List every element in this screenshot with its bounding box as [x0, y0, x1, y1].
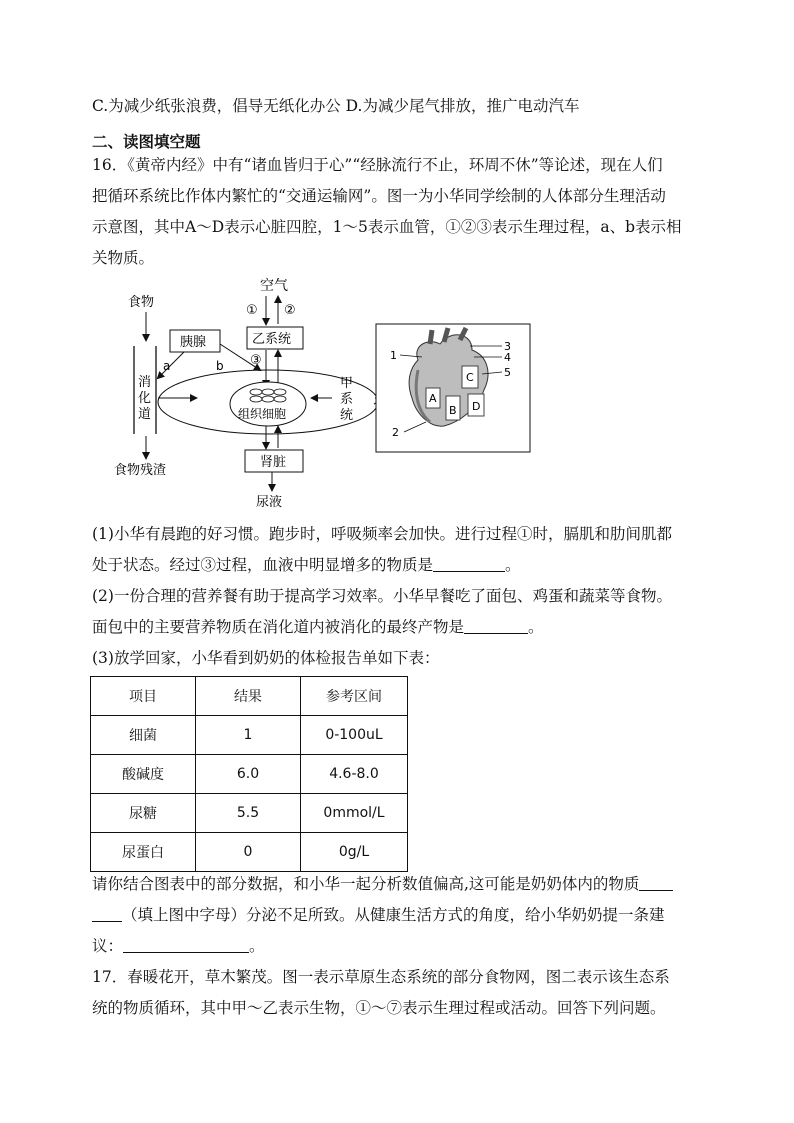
q16-text-3: 示意图，其中A～D表示心脏四腔，1～5表示血管，①②③表示生理过程，a、b表示相 — [92, 218, 682, 236]
label-system-a-1: 甲 — [340, 376, 354, 391]
table-cell: 0-100uL — [301, 716, 408, 755]
answer-blank-4[interactable] — [123, 938, 249, 953]
analysis-line-1 — [92, 874, 673, 894]
answer-blank-3a[interactable] — [639, 876, 673, 891]
q16-text-4: 关物质。 — [92, 249, 155, 267]
label-food: 食物 — [128, 295, 155, 310]
table-header-cell: 项目 — [91, 677, 196, 716]
q16-part1-line1: (1)小华有晨跑的好习惯。跑步时，呼吸频率会加快。进行过程①时，膈肌和肋间肌都 — [92, 525, 672, 543]
table-cell: 1 — [196, 716, 301, 755]
label-vessel-1: 1 — [390, 349, 397, 362]
part2-text: 面包中的主要营养物质在消化道内被消化的最终产物是 — [92, 618, 465, 636]
q17-text-1: 17．春暖花开，草木繁茂。图一表示草原生态系统的部分食物网，图二表示该生态系 — [92, 968, 670, 986]
q16-part1-line2 — [92, 555, 521, 575]
label-kidney: 肾脏 — [260, 455, 287, 470]
label-digestive-3: 道 — [138, 407, 152, 422]
health-report-table — [90, 676, 408, 872]
table-row — [91, 716, 408, 755]
table-cell: 尿糖 — [91, 794, 196, 833]
label-chamber-b: B — [449, 404, 457, 417]
table-row — [91, 833, 408, 872]
label-residue: 食物残渣 — [114, 463, 167, 478]
part1-text: 处于状态。经过③过程，血液中明显增多的物质是 — [92, 556, 434, 574]
answer-blank-2[interactable] — [464, 619, 528, 634]
table-cell: 6.0 — [196, 755, 301, 794]
analysis-text-1: 请你结合图表中的部分数据，和小华一起分析数值偏高,这可能是奶奶体内的物质 — [92, 875, 640, 893]
answer-blank-1[interactable] — [433, 557, 505, 572]
part2-end: 。 — [528, 618, 544, 636]
label-urine: 尿液 — [256, 495, 283, 510]
label-process-2: ② — [284, 303, 296, 318]
table-cell: 0mmol/L — [301, 794, 408, 833]
figure-one-diagram — [100, 270, 540, 510]
label-b: b — [216, 359, 224, 373]
part1-end: 。 — [505, 556, 521, 574]
q16-text-2: 把循环系统比作体内繁忙的“交通运输网”。图一为小华同学绘制的人体部分生理活动 — [92, 187, 666, 205]
q16-part3-line: (3)放学回家，小华看到奶奶的体检报告单如下表： — [92, 649, 440, 667]
label-digestive-2: 化 — [138, 391, 152, 406]
label-vessel-3: 3 — [504, 340, 511, 353]
label-tissue-cells: 组织细胞 — [238, 407, 287, 421]
label-chamber-d: D — [472, 400, 481, 413]
q16-part2-line1: (2)一份合理的营养餐有助于提高学习效率。小华早餐吃了面包、鸡蛋和蔬菜等食物。 — [92, 587, 672, 605]
label-air: 空气 — [260, 278, 288, 294]
analysis-text-3: 议： — [92, 937, 124, 955]
analysis-line-3 — [92, 936, 265, 956]
table-cell: 细菌 — [91, 716, 196, 755]
label-system-a-2: 系 — [340, 392, 354, 407]
table-cell: 酸碱度 — [91, 755, 196, 794]
table-row — [91, 794, 408, 833]
label-a: a — [163, 359, 171, 373]
label-system-b: 乙系统 — [252, 332, 292, 347]
table-header-cell: 参考区间 — [301, 677, 408, 716]
label-process-1: ① — [246, 303, 258, 318]
label-system-a-3: 统 — [340, 408, 354, 423]
table-cell: 0 — [196, 833, 301, 872]
line-option-cd: C.为减少纸张浪费，倡导无纸化办公 D.为减少尾气排放，推广电动汽车 — [92, 97, 580, 115]
label-digestive-1: 消 — [138, 375, 152, 390]
q16-part2-line2 — [92, 617, 544, 637]
label-pancreas: 胰腺 — [180, 335, 207, 350]
table-cell: 5.5 — [196, 794, 301, 833]
analysis-line-2 — [92, 905, 665, 925]
table-header-cell: 结果 — [196, 677, 301, 716]
section-heading: 二、读图填空题 — [92, 132, 201, 151]
label-vessel-5: 5 — [504, 366, 511, 379]
label-chamber-c: C — [466, 371, 474, 384]
label-vessel-2: 2 — [392, 426, 399, 439]
answer-blank-3b[interactable] — [92, 907, 122, 922]
analysis-text-2: （填上图中字母）分泌不足所致。从健康生活方式的角度，给小华奶奶提一条建 — [122, 906, 665, 924]
label-chamber-a: A — [429, 392, 437, 405]
label-vessel-4: 4 — [504, 351, 511, 364]
label-process-3: ③ — [250, 353, 262, 368]
table-cell: 0g/L — [301, 833, 408, 872]
q17-text-2: 统的物质循环，其中甲～乙表示生物，①～⑦表示生理过程或活动。回答下列问题。 — [92, 999, 666, 1017]
table-cell: 4.6-8.0 — [301, 755, 408, 794]
table-row — [91, 755, 408, 794]
analysis-end: 。 — [249, 937, 265, 955]
q16-text-1: 16．《黄帝内经》中有“诸血皆归于心”“经脉流行不止，环周不休”等论述，现在人们 — [92, 156, 663, 174]
table-cell: 尿蛋白 — [91, 833, 196, 872]
table-header-row — [91, 677, 408, 716]
